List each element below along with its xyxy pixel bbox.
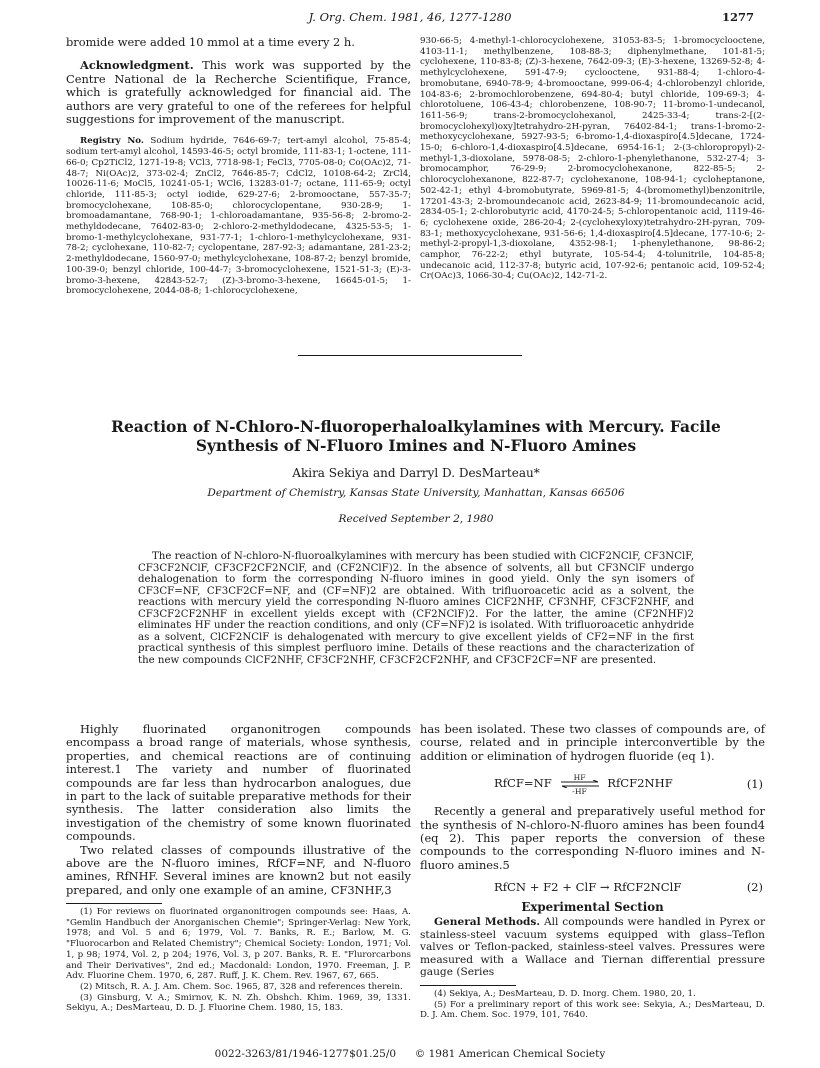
- equation-2-number: (2): [746, 879, 763, 894]
- article-separator-rule: [298, 355, 522, 356]
- article-authors: Akira Sekiya and Darryl D. DesMarteau*: [292, 466, 540, 480]
- prev-article-left-column: [66, 36, 411, 297]
- prev-article-continued-text: bromide were added 10 mmol at a time every 2 h.: [66, 35, 355, 49]
- footnote-4: (4) Sekiya, A.; DesMarteau, D. D. Inorg. Chem. 1980, 20, 1.: [434, 989, 696, 999]
- registry-paragraph-left: [66, 136, 411, 297]
- article-abstract: The reaction of N-chloro-N-fluoroalkylamines with mercury has been studied with ClCF2NClF, CF3NClF, CF3CF2NClF, CF3CF2CF2NClF, and (CF2NClF)2. In the absence of solvents, all but CF3NClF undergo dehalogenation to form the corresponding N-fluoro imines in good yield. Only the syn isomers of CF3CF=NF, CF3CF2CF=NF, and (CF=NF)2 are obtained. With trifluoroacetic acid as a solvent, the reactions with mercury yield the corresponding N-fluoro amines ClCF2NHF, CF3NHF, CF3CF2NHF, and CF3CF2CF2NHF in excellent yields except with (CF2NClF)2. For the latter, the amine (CF2NHF)2 eliminates HF under the reaction conditions, and only (CF=NF)2 is isolated. With trifluoroacetic anhydride as a solvent, ClCF2NClF is dehalogenated with mercury to give excellent yields of CF2=NF in the first practical synthesis of this simplest perfluoro imine. Details of these reactions and the characterization of the new compounds ClCF2NHF, CF3CF2NHF, CF3CF2CF2NHF, and CF3CF2CF=NF are presented.: [138, 551, 694, 666]
- page-footer: [0, 1048, 820, 1060]
- equation-2-body: RfCN + F2 + ClF → RfCF2NClF: [494, 879, 682, 894]
- body-right-column: [420, 723, 765, 1023]
- footnote-2: (2) Mitsch, R. A. J. Am. Chem. Soc. 1965, 87, 328 and references therein.: [80, 981, 403, 992]
- footnote-3: (3) Ginsburg, V. A.; Smirnov, K. N. Zh. Obshch. Khim. 1969, 39, 1331. Sekiyu, A.; DesMarteau, D. D. J. Fluorine Chem. 1980, 15, 183.: [66, 992, 411, 1014]
- equilibrium-arrow: [559, 773, 601, 797]
- experimental-section-heading: Experimental Section: [521, 900, 664, 915]
- equation-1-body: [494, 773, 673, 797]
- intro-paragraph-2: Two related classes of compounds illustrative of the above are the N-fluoro imines, RfCF=NF, and N-fluoro amines, RfNHF. Several imines are known2 but not easily prepared, and only one example of an amine, CF3NHF,3: [66, 842, 411, 897]
- footnotes-right: [420, 985, 765, 1021]
- equation-1-number: (1): [746, 776, 763, 791]
- arrow-label-top: HF: [573, 773, 586, 783]
- body-left-column: [66, 723, 411, 1023]
- right-paragraph-1: has been isolated. These two classes of compounds are, of course, related and in principle interconvertible by the addition or elimination of hydrogen fluoride (eq 1).: [420, 722, 765, 763]
- prev-article-right-column: [420, 36, 765, 282]
- right-paragraph-2: Recently a general and preparatively useful method for the synthesis of N-chloro-N-fluoro amines has been found4 (eq 2). This paper reports the conversion of these compounds to the corresponding N-fluoro imines and N-fluoro amines.5: [420, 804, 765, 872]
- running-head: J. Org. Chem. 1981, 46, 1277-1280: [308, 10, 512, 24]
- article-title: [66, 418, 766, 456]
- general-methods-heading: General Methods.: [434, 916, 541, 929]
- acknowledgment-text: This work was supported by the Centre National de la Recherche Scientifique, France, which is gratefully acknowledged for financial aid. The authors are very grateful to one of the referees for helpful suggestions for improvement of the manuscript.: [66, 58, 411, 127]
- equation-1-left: RfCF=NF: [494, 776, 552, 791]
- article-affiliation: Department of Chemistry, Kansas State University, Manhattan, Kansas 66506: [207, 487, 625, 499]
- general-methods-text: All compounds were handled in Pyrex or stainless-steel vacuum systems equipped with glass–Teflon valves or Teflon-packed, stainless-steel valves. Pressures were measured with a Wallace and Tiernan differential pressure gauge (Series: [420, 916, 766, 978]
- intro-paragraph-1: Highly fluorinated organonitrogen compounds encompass a broad range of materials, whose synthesis, properties, and chemical reactions are of continuing interest.1 The variety and number of fluorinated compounds are far less than hydrocarbon analogues, due in part to the lack of suitable preparative methods for their synthesis. The latter consideration also limits the investigation of the chemistry of some known fluorinated compounds.: [66, 722, 411, 844]
- footnote-1: (1) For reviews on fluorinated organonitrogen compounds see: Haas, A. "Gemlin Handbuch der Anorganischen Chemie"; Springer-Verlag: New York, 1978; and Vol. 5 and 6; 1979, Vol. 7. Banks, R. E.; Barlow, M. G. "Fluorocarbon and Related Chemistry"; Chemical Society: London, 1971; Vol. 1, p 98; 1974, Vol. 2, p 204; 1976, Vol. 3, p 207. Banks, R. E. "Flurorcarbons and Their Derivatives", 2nd ed.; Macdonald: London, 1970. Freeman, J. P. Adv. Fluorine Chem. 1970, 6, 287. Ruff, J. K. Chem. Rev. 1967, 67, 665.: [66, 907, 411, 982]
- equation-2: [420, 872, 765, 902]
- page-number: 1277: [721, 10, 754, 24]
- footnotes-left: [66, 903, 411, 1014]
- footer-copyright: © 1981 American Chemical Society: [414, 1048, 606, 1060]
- equation-1: [420, 769, 765, 799]
- article-title-line-1: Reaction of N-Chloro-N-fluoroperhaloalkylamines with Mercury. Facile: [111, 418, 721, 436]
- footer-code: 0022-3263/81/1946-1277$01.25/0: [214, 1048, 397, 1060]
- registry-text-right: 930-66-5; 4-methyl-1-chlorocyclohexene, 31053-83-5; 1-bromocyclooctene, 4103-11-1; methylbenzene, 108-88-3; diphenylmethane, 101-81-5; cyclohexene, 110-83-8; (Z)-3-hexene, 7642-09-3; (E)-3-hexene, 13269-52-8; 4-methylcyclohexene, 591-47-9; cyclooctene, 931-88-4; 1-chloro-4-bromobutane, 6940-78-9; 4-bromooctane, 999-06-4; 4-chlorobenzyl chloride, 104-83-6; 2-bromochlorobenzene, 694-80-4; butyl chloride, 109-69-3; 4-chlorotoluene, 106-43-4; chlorobenzene, 108-90-7; 11-bromo-1-undecanol, 1611-56-9; trans-2-bromocyclohexanol, 2425-33-4; trans-2-[(2-bromocyclohexyl)oxy]tetrahydro-2H-pyran, 76402-84-1; trans-1-bromo-2-methoxycyclohexane, 5927-93-5; 6-bromo-1,4-dioxaspiro[4.5]decane, 1724-15-0; 6-chloro-1,4-dioxaspiro[4.5]decane, 6954-16-1; 2-(3-chloropropyl)-2-methyl-1,3-dioxolane, 5978-08-5; 2-chloro-1-phenylethanone, 532-27-4; 3-bromocamphor, 76-29-9; 2-bromocyclohexanone, 822-85-5; 2-chlorocyclohexanone, 822-87-7; cyclohexanone, 108-94-1; cycloheptanone, 502-42-1; ethyl 4-bromobutyrate, 5969-81-5; 4-(bromomethyl)benzonitrile, 17201-43-3; 2-bromoundecanoic acid, 2623-84-9; 11-bromoundecanoic acid, 2834-05-1; 2-chlorobutyric acid, 4170-24-5; 5-chloropentanoic acid, 1119-46-6; cyclohexene oxide, 286-20-4; 2-(cyclohexyloxy)tetrahydro-2H-pyran, 709-83-1; methoxycyclohexane, 931-56-6; 1,4-dioxaspiro[4.5]decane, 177-10-6; 2-methyl-2-propyl-1,3-dioxolane, 4352-98-1; 1-phenylethanone, 98-86-2; camphor, 76-22-2; ethyl butyrate, 105-54-4; 4-tolunitrile, 104-85-8; undecanoic acid, 112-37-8; butyric acid, 107-92-6; pentanoic acid, 109-52-4; Cr(OAc)3, 1066-30-4; Cu(OAc)2, 142-71-2.: [420, 36, 765, 282]
- registry-text-left: Sodium hydride, 7646-69-7; tert-amyl alcohol, 75-85-4; sodium tert-amyl alcohol, 14593-46-5; octyl bromide, 111-83-1; 1-octene, 111-66-0; Cp2TiCl2, 1271-19-8; VCl3, 7718-98-1; FeCl3, 7705-08-0; Co(OAc)2, 71-48-7; Ni(OAc)2, 373-02-4; ZnCl2, 7646-85-7; CdCl2, 10108-64-2; ZrCl4, 10026-11-6; MoCl5, 10241-05-1; WCl6, 13283-01-7; octane, 111-65-9; octyl chloride, 111-85-3; octyl iodide, 629-27-6; 2-bromooctane, 557-35-7; bromocyclohexane, 108-85-0; chlorocyclopentane, 930-28-9; 1-bromoadamantane, 768-90-1; 1-chloroadamantane, 935-56-8; 2-bromo-2-methyldodecane, 76402-83-0; 2-chloro-2-methyldodecane, 4325-53-5; 1-bromo-1-methylcyclohexane, 931-77-1; 1-chloro-1-methylcyclohexane, 931-78-2; cyclohexane, 110-82-7; cyclopentane, 287-92-3; adamantane, 281-23-2; 2-methyldodecane, 1560-97-0; methylcyclohexane, 108-87-2; benzyl bromide, 100-39-0; benzyl chloride, 100-44-7; 3-bromocyclohexene, 1521-51-3; (E)-3-bromo-3-hexene, 42843-52-7; (Z)-3-bromo-3-hexene, 16645-01-5; 1-bromocyclohexene, 2044-08-8; 1-chlorocyclohexene,: [66, 136, 411, 297]
- received-date: Received September 2, 1980: [338, 513, 494, 525]
- acknowledgment-heading: Acknowledgment.: [80, 58, 194, 73]
- footnote-5: (5) For a preliminary report of this work see: Sekyia, A.; DesMarteau, D. D. J. Am. Chem. Soc. 1979, 101, 7640.: [420, 999, 765, 1021]
- article-title-line-2: Synthesis of N-Fluoro Imines and N-Fluoro Amines: [195, 437, 637, 455]
- general-methods-paragraph: [420, 916, 765, 978]
- arrow-label-bottom: -HF: [572, 787, 587, 797]
- acknowledgment-paragraph: [66, 59, 411, 126]
- equation-1-right: RfCF2NHF: [607, 776, 673, 791]
- registry-heading: Registry No.: [80, 136, 144, 147]
